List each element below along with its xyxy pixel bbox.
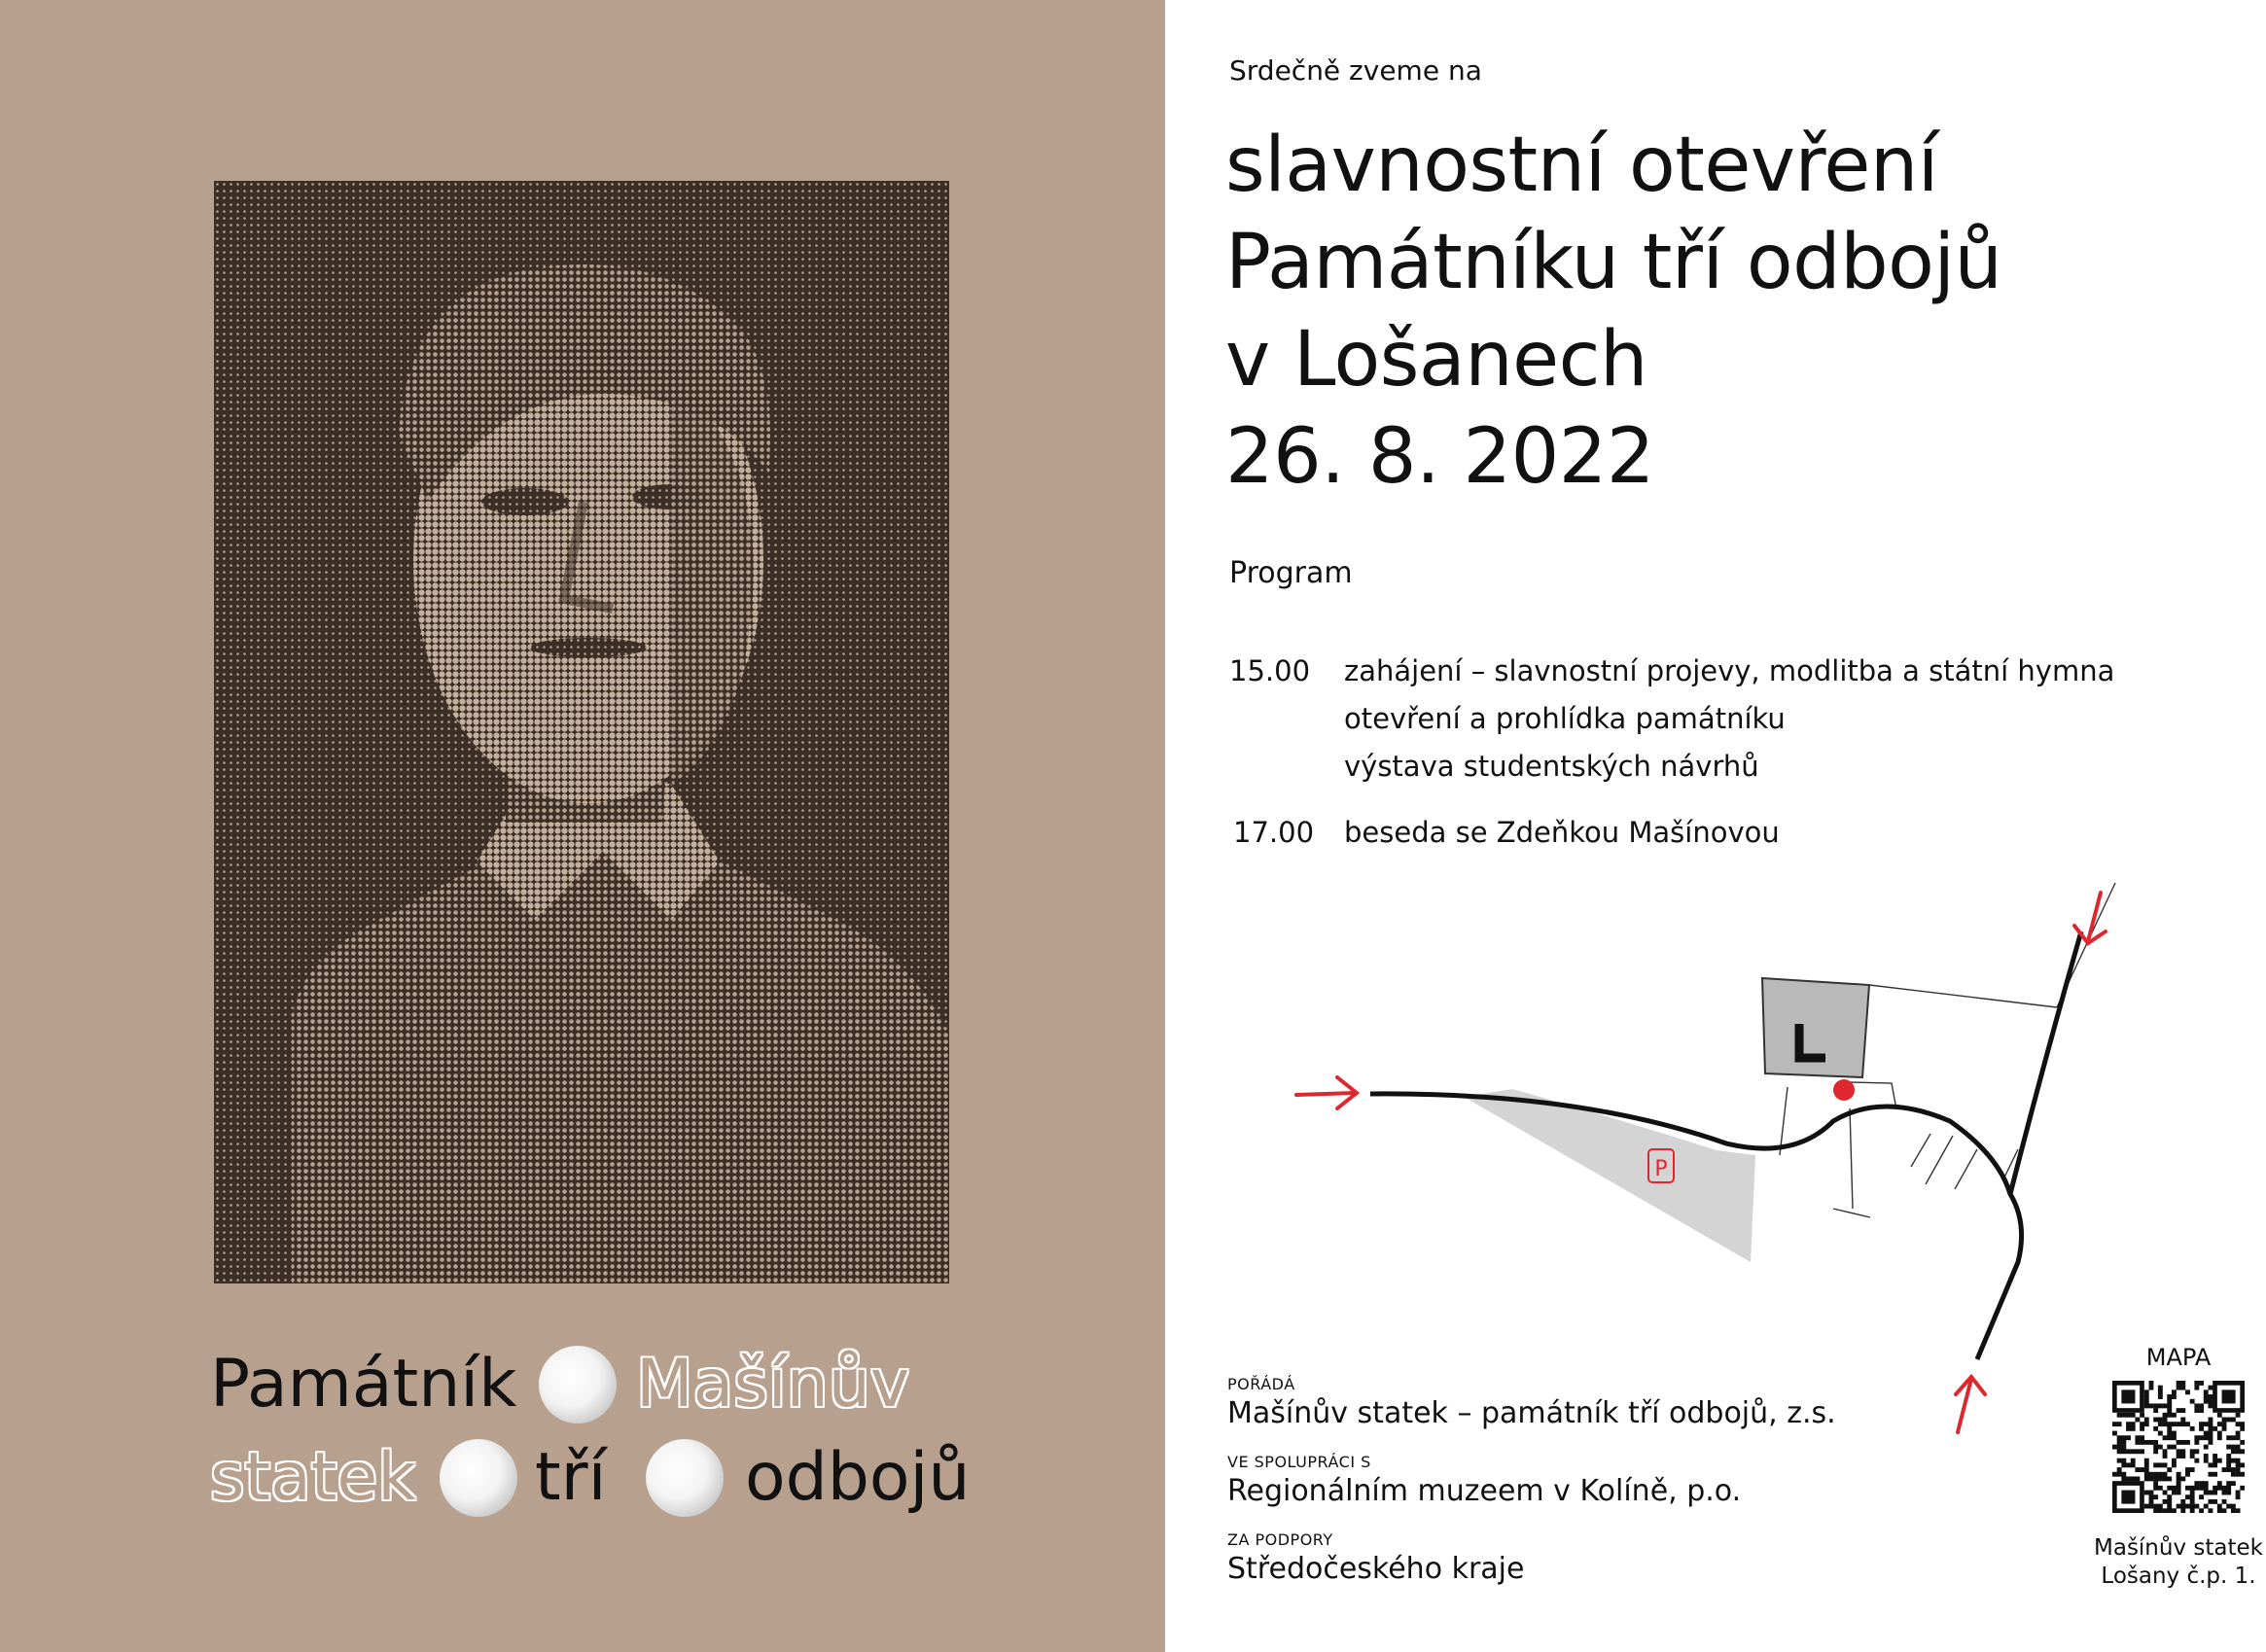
logo-word-pamatnik: Památník [210,1346,517,1423]
memorial-location-marker [1833,1079,1855,1101]
logo-hole-icon [440,1439,517,1517]
program-line: beseda se Zdeňkou Mašínovou [1344,816,1780,849]
memorial-building [1762,978,1869,1077]
qr-address [2091,1534,2266,1591]
headline-line: Památníku tří odbojů [1225,219,2002,306]
event-headline [1225,117,2002,506]
program-heading: Program [1229,556,1353,590]
qr-code-icon[interactable] [2112,1381,2245,1513]
support-name: Středočeského kraje [1227,1552,1525,1586]
logo-hole-icon [539,1346,617,1424]
qr-title: MAPA [2145,1344,2212,1371]
program-line: zahájení – slavnostní projevy, modlitba a státní hymna [1344,654,2115,687]
qr-address-line: Lošany č.p. 1. [2101,1564,2256,1589]
headline-line: slavnostní otevření [1225,122,1938,209]
arrow-south-icon [1956,1377,1985,1432]
organizer-name: Mašínův statek – památník tří odbojů, z.s. [1227,1396,1836,1430]
cooperation-label: VE SPOLUPRÁCI S [1227,1453,1371,1471]
event-date: 26. 8. 2022 [1225,413,1655,501]
location-map [1289,873,2144,1451]
program-time: 17.00 [1233,816,1315,849]
logo-word-statek: statek [210,1439,416,1516]
qr-address-line: Mašínův statek [2094,1535,2263,1561]
logo-hole-icon [646,1439,724,1517]
logo-word-tri: tří [535,1439,607,1516]
memorial-logo [210,1338,988,1532]
arrow-west-icon [1296,1077,1357,1108]
logo-word-masinuv: Mašínův [636,1346,910,1423]
program-line: otevření a prohlídka památníku [1344,702,1786,735]
support-label: ZA PODPORY [1227,1530,1333,1549]
program-line: výstava studentských návrhů [1344,750,1759,783]
program-time: 15.00 [1229,654,1311,687]
north-road [2010,931,2081,1194]
halftone-portrait [214,181,949,1283]
map-qr-block [2091,1344,2266,1591]
cooperation-name: Regionálním muzeem v Kolíně, p.o. [1227,1474,1742,1508]
headline-line: v Lošanech [1225,316,1647,404]
organizer-label: POŘÁDÁ [1227,1375,1295,1393]
logo-word-odboju: odbojů [745,1439,971,1516]
intro-text: Srdečně zveme na [1229,54,1482,87]
svg-text:P: P [1654,1157,1668,1181]
